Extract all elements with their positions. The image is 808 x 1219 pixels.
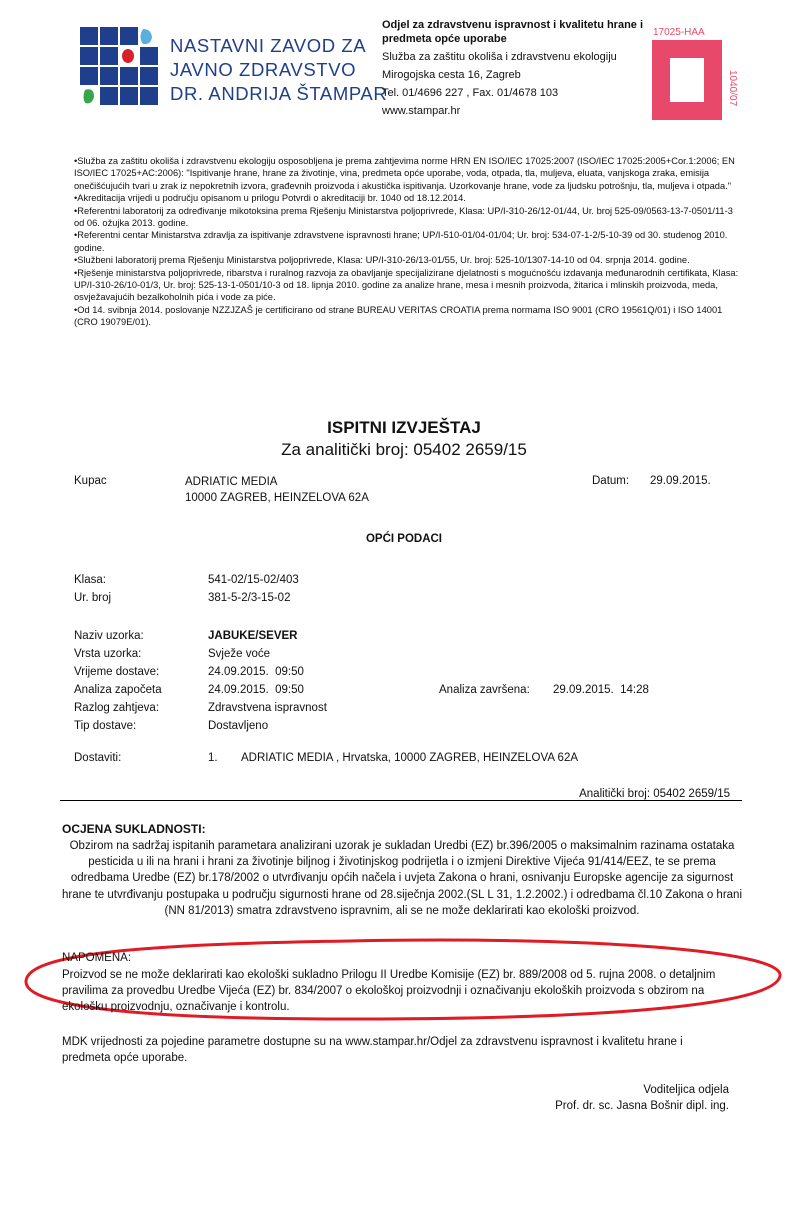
analiza-zavrsena-value: 29.09.2015. 14:28 (553, 684, 649, 696)
datum-label: Datum: (592, 475, 630, 487)
accreditation-mark-icon (650, 22, 740, 132)
naziv-label: Naziv uzorka: (74, 630, 144, 642)
signature-role: Voditeljica odjela (643, 1084, 729, 1096)
note-item: •Referentni centar Ministarstva zdravlja za ispitivanje zdravstvene ispravnosti hrane; UP/I-510-01/04-01/04; Ur. broj: 534-07-1-2/5-10-39 od 30. studenog 2010. godine. (74, 230, 728, 253)
tip-value: Dostavljeno (208, 720, 269, 732)
institute-logo-icon (80, 27, 160, 107)
address: Mirogojska cesta 16, Zagreb (382, 69, 521, 81)
dostaviti-number: 1. (208, 752, 218, 764)
analiticki-broj-ref: Analitički broj: 05402 2659/15 (579, 788, 730, 800)
analiza-zapoceta-label: Analiza započeta (74, 684, 162, 696)
dostaviti-value: ADRIATIC MEDIA , Hrvatska, 10000 ZAGREB, HEINZELOVA 62A (241, 752, 579, 764)
report-subtitle: Za analitički broj: 05402 2659/15 (281, 440, 527, 459)
phone-fax: Tel. 01/4696 227 , Fax. 01/4678 103 (382, 87, 559, 99)
note-item: •Referentni laboratorij za određivanje mikotoksina prema Rješenju Ministarstva poljoprivrede, Klasa: UP/I-310-26/12-01/44, Ur. broj 525-09/0563-13-7-0501/11-3 od 06. ožujka 2013. godine. (74, 205, 733, 229)
vrijeme-value: 24.09.2015. 09:50 (208, 666, 304, 678)
report-title: ISPITNI IZVJEŠTAJ (327, 418, 481, 437)
naziv-value: JABUKE/SEVER (208, 630, 298, 642)
note-item: •Od 14. svibnja 2014. poslovanje NZZJZAŠ je certificirano od strane BUREAU VERITAS CROATIA prema normama ISO 9001 (CRO 19561Q/01) i ISO 14001 (CRO 19079E/01). (74, 304, 723, 328)
institute-name-line: JAVNO ZDRAVSTVO (170, 59, 357, 80)
kupac-address: 10000 ZAGREB, HEINZELOVA 62A (185, 492, 369, 504)
institute-name-line: DR. ANDRIJA ŠTAMPAR (170, 83, 388, 104)
institute-name (170, 34, 388, 106)
signature-block (555, 1082, 729, 1114)
accreditation-notes (74, 155, 744, 329)
department-title: Odjel za zdravstvenu ispravnost i kvalitetu hrane i predmeta opće uporabe (382, 19, 644, 45)
kupac-label: Kupac (74, 475, 107, 487)
note-item: •Akreditacija vrijedi u području opisanom u prilogu Potvrdi o akreditaciji br. 1040 od 18.12.2014. (74, 193, 466, 204)
urbroj-label: Ur. broj (74, 592, 112, 604)
note-item: •Služba za zaštitu okoliša i zdravstvenu ekologiju osposobljena je prema zahtjevima norme HRN EN ISO/IEC 17025:2007 (ISO/IEC 17025:2005+Cor.1:2006; EN ISO/IEC 17025+AC:2006): "Ispitivanje hrane, hrane za životinje, vina, predmeta opće uporabe, voda, otpada, tla, muljeva, eluata, vanjskoga zraka, emisija onečišćujućih tvari u zrak iz nepokretnih izvora, građevnih proizvoda i akustička ispitivanja. Uzorkovanje hrane, vode za ljudsku potrošnju, tla, mulјeva i otpada." (74, 156, 735, 191)
note-item: •Rješenje ministarstva poljoprivrede, ribarstva i ruralnog razvoja za obavljanje specijalizirane djelatnosti s mogućnošću izdavanja međunarodnih certifikata, Klasa: UP/I-310-26/10-01/3, Ur. broj: 525-13-1-0501/10-3 od 18. lipnja 2010. godine za analize hrane, mesa i mesnih proizvoda, žitarica i mlinskih proizvoda, meda, osvježavajućih bezalkoholnih pića i vode za piće. (74, 267, 739, 303)
urbroj-value: 381-5-2/3-15-02 (208, 592, 291, 604)
kupac-name: ADRIATIC MEDIA (185, 476, 278, 488)
vrsta-value: Svježe voće (208, 648, 271, 660)
accreditation-number: 1040/07 (727, 70, 738, 107)
note-item: •Službeni laboratorij prema Rješenju Ministarstva poljoprivrede, Klasa: UP/I-310-26/13-01/55, Ur. broj: 525-10/1307-14-10 od 04. srpnja 2014. godine. (74, 255, 690, 266)
website: www.stampar.hr (382, 105, 461, 117)
institute-name-line: NASTAVNI ZAVOD ZA (170, 35, 367, 56)
datum-value: 29.09.2015. (650, 475, 711, 487)
razlog-value: Zdravstvena ispravnost (208, 702, 327, 714)
tip-label: Tip dostave: (74, 720, 137, 732)
signature-name: Prof. dr. sc. Jasna Bošnir dipl. ing. (555, 1100, 729, 1113)
vrijeme-label: Vrijeme dostave: (74, 666, 160, 678)
analiza-zapoceta-value: 24.09.2015. 09:50 (208, 684, 304, 696)
napomena-label: NAPOMENA: (62, 952, 132, 964)
service-name: Služba za zaštitu okoliša i zdravstvenu ekologiju (382, 51, 617, 63)
razlog-label: Razlog zahtjeva: (74, 702, 160, 714)
dostaviti-label: Dostaviti: (74, 752, 122, 764)
accreditation-code: 17025-HAA (653, 27, 705, 38)
klasa-label: Klasa: (74, 574, 106, 586)
ocjena-title: OCJENA SUKLADNOSTI: (62, 822, 206, 836)
mdk-note: MDK vrijednosti za pojedine parametre dostupne su na www.stampar.hr/Odjel za zdravstvenu ispravnost i kvalitetu hrane i predmeta opće uporabe. (62, 1036, 683, 1065)
ocjena-body: Obzirom na sadržaj ispitanih parametara analizirani uzorak je sukladan Uredbi (EZ) br.396/2005 o maksimalnim razinama ostataka pesticida u ili na hrani i hrani za životinje biljnog i životinjskog podrijetla i o izmjeni Direktive Vijeća 91/414/EEZ, te se prema odredbama Uredbe (EZ) br.178/2002 o utvrđivanju općih načela i uvjeta Zakona o hrani, osnivanju Europske agencije za sigurnost hrane te utvrđivanju postupaka u području sigurnosti hrane od 28.siječnja 2002.(SL L 31, 1.2.2002.) i odredbama čl.10 Zakona o hrani (NN 81/2013) smatra zdravstveno ispravnim, ali se ne može deklarirati kao ekološki proizvod. (62, 840, 743, 917)
vrsta-label: Vrsta uzorka: (74, 648, 142, 660)
napomena-body: Proizvod se ne može deklarirati kao ekološki sukladno Prilogu II Uredbe Komisije (EZ) br. 889/2008 od 5. rujna 2008. o detaljnim pravilima za provedbu Uredbe Vijeća (EZ) br. 834/2007 o ekološkoj proizvodnji i označivanju ekoloških proizvoda s obzirom na ekološku proizvodnju, označivanje i kontrolu. (62, 969, 716, 1014)
klasa-value: 541-02/15-02/403 (208, 574, 299, 586)
analiza-zavrsena-label: Analiza završena: (439, 684, 530, 696)
section-title: OPĆI PODACI (365, 533, 443, 545)
department-info (382, 18, 644, 118)
